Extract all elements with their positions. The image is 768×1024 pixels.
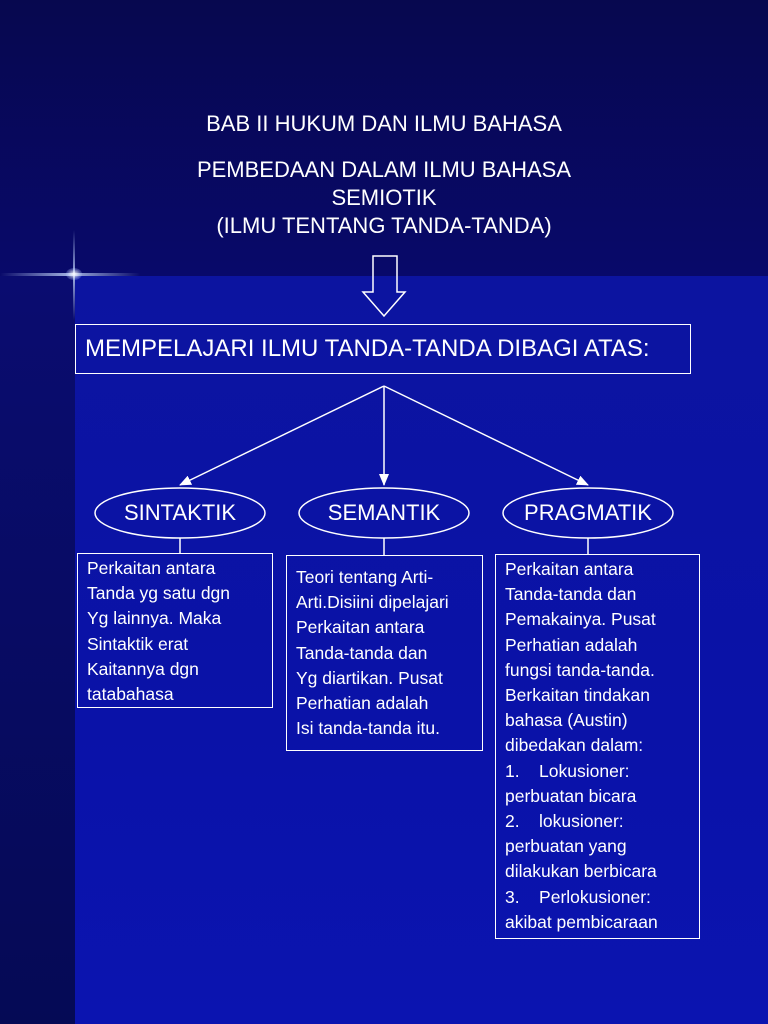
down-arrow-icon — [363, 256, 405, 316]
desc-line: 1. Lokusioner: — [505, 760, 630, 781]
desc-line: perbuatan bicara — [505, 785, 637, 806]
desc-line: akibat pembicaraan — [505, 911, 658, 932]
desc-line: dibedakan dalam: — [505, 735, 644, 756]
desc-line: Perkaitan antara — [296, 617, 425, 638]
desc-line: Tanda-tanda dan — [296, 642, 428, 663]
desc-line: Yg lainnya. Maka — [87, 608, 222, 629]
desc-line: perbuatan yang — [505, 836, 627, 857]
desc-line: Teori tentang Arti- — [296, 567, 434, 587]
desc-box-sintaktik — [77, 553, 273, 708]
branch-arrow-pragmatik — [384, 386, 588, 485]
desc-line: Sintaktik erat — [87, 633, 189, 654]
desc-line: Yg diartikan. Pusat — [296, 667, 443, 688]
title-line-3: SEMIOTIK — [331, 185, 437, 210]
desc-line: Arti.Disiini dipelajari — [296, 592, 449, 613]
desc-line: fungsi tanda-tanda. — [505, 659, 655, 680]
main-box — [75, 324, 691, 374]
desc-line: Tanda yg satu dgn — [87, 583, 231, 604]
desc-line: Tanda-tanda dan — [505, 584, 637, 605]
desc-line: Pemakainya. Pusat — [505, 609, 656, 630]
desc-line: tatabahasa — [87, 684, 174, 705]
desc-line: Perkaitan antara — [505, 559, 634, 579]
branch-arrow-sintaktik — [180, 386, 384, 485]
label-pragmatik: PRAGMATIK — [524, 500, 652, 525]
title-line-1: BAB II HUKUM DAN ILMU BAHASA — [206, 111, 562, 136]
label-semantik: SEMANTIK — [327, 500, 441, 525]
desc-line: Perhatian adalah — [296, 693, 429, 714]
title-line-2: PEMBEDAAN DALAM ILMU BAHASA — [196, 157, 572, 182]
desc-line: Perkaitan antara — [87, 558, 216, 578]
desc-line: bahasa (Austin) — [505, 710, 628, 731]
desc-box-pragmatik — [495, 554, 700, 939]
title-line-4: (ILMU TENTANG TANDA-TANDA) — [216, 213, 552, 238]
desc-line: Kaitannya dgn — [87, 658, 199, 679]
desc-line: Perhatian adalah — [505, 634, 638, 655]
desc-line: 2. lokusioner: — [505, 811, 624, 832]
desc-line: Isi tanda-tanda itu. — [296, 718, 440, 739]
label-sintaktik: SINTAKTIK — [123, 500, 237, 525]
desc-line: 3. Perlokusioner: — [505, 886, 651, 907]
desc-line: Berkaitan tindakan — [505, 685, 650, 706]
desc-box-semantik — [286, 555, 483, 751]
main-box-label: MEMPELAJARI ILMU TANDA-TANDA DIBAGI ATAS: — [85, 335, 650, 362]
desc-line: dilakukan berbicara — [505, 861, 657, 882]
